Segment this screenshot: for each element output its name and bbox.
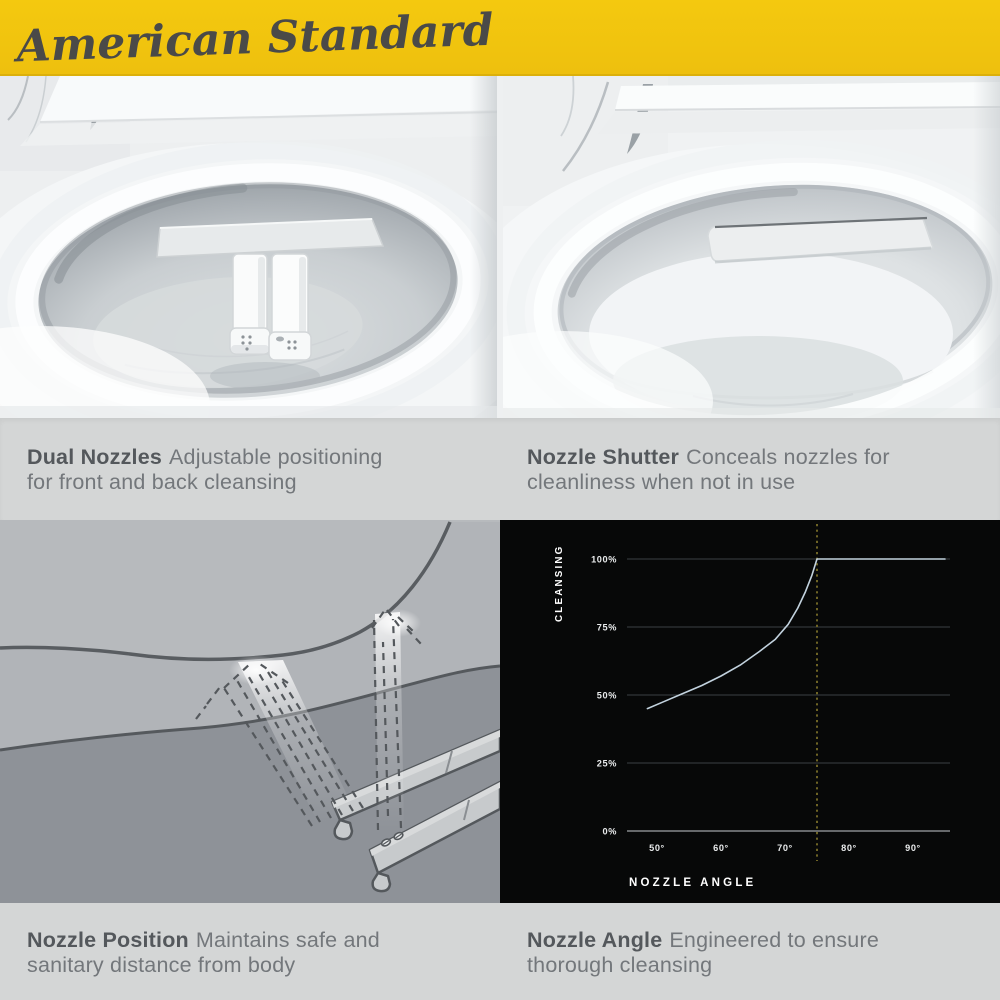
x-tick-80: 80° [841, 843, 857, 853]
y-tick-0: 0% [602, 826, 617, 837]
toilet-shutter-image [503, 76, 1000, 418]
y-axis-label: CLEANSING [554, 544, 565, 622]
caption-band-bottom [0, 903, 1000, 1000]
caption-nozzle-position [0, 903, 500, 1000]
y-tick-100: 100% [591, 554, 617, 565]
y-tick-50: 50% [596, 690, 617, 701]
photo-nozzle-shutter [503, 76, 1000, 418]
brand-logo [0, 0, 520, 76]
x-tick-70: 70° [777, 843, 793, 853]
feature-description: Conceals nozzles for cleanliness when not in use [527, 445, 890, 494]
diagram-nozzle-position [0, 520, 500, 903]
caption-dual-nozzles [0, 418, 500, 520]
feature-description: Adjustable positioning for front and back cleansing [27, 445, 383, 494]
chart-background [500, 520, 1000, 903]
x-tick-50: 50° [649, 843, 665, 853]
brand-logo-text: American Standard [15, 4, 495, 73]
y-tick-75: 75% [596, 622, 617, 633]
caption-nozzle-angle [500, 903, 1000, 1000]
feature-graphics [0, 520, 1000, 903]
spray-diagram [0, 520, 500, 903]
toilet-dual-nozzles-image [0, 76, 497, 418]
cistern-lid [615, 82, 1000, 110]
x-tick-90: 90° [905, 843, 921, 853]
feature-photos [0, 76, 1000, 418]
y-tick-25: 25% [596, 758, 617, 769]
feature-title: Nozzle Angle [527, 928, 663, 952]
feature-description: Engineered to ensure thorough cleansing [527, 928, 879, 977]
feature-title: Nozzle Shutter [527, 445, 680, 469]
brand-banner [0, 0, 1000, 76]
caption-nozzle-shutter [500, 418, 1000, 520]
nozzle-front [230, 254, 270, 354]
feature-description: Maintains safe and sanitary distance from body [27, 928, 380, 977]
feature-title: Nozzle Position [27, 928, 189, 952]
chart-nozzle-angle [500, 520, 1000, 903]
feature-title: Dual Nozzles [27, 445, 163, 469]
caption-band-top [0, 418, 1000, 520]
x-axis-label: NOZZLE ANGLE [629, 877, 757, 889]
nozzle-back [269, 254, 311, 360]
x-tick-60: 60° [713, 843, 729, 853]
cleansing-line-chart [500, 520, 1000, 903]
photo-dual-nozzles [0, 76, 497, 418]
